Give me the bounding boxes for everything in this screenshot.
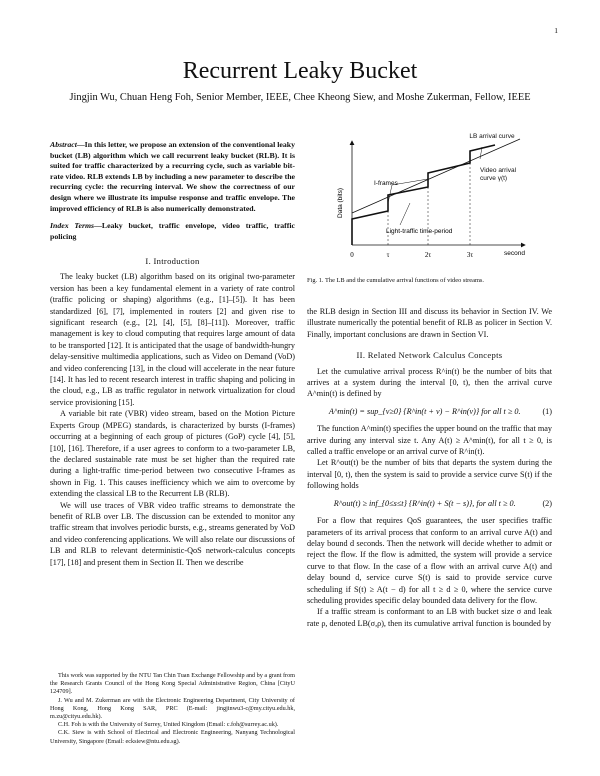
equation-1 bbox=[307, 406, 552, 417]
figure-xlabel: second bbox=[504, 250, 525, 257]
intro-paragraph-1: The leaky bucket (LB) algorithm based on its original two-parameter version has been a key fundamental element in a variety of rate control (traffic policing or shaping) algorithms (e.g., [1]–[5]). It has been standardized [6], [7], implemented in routers [2] and given rise to significant research (e.g., [2], [4], [5], [8]–[11]). Moreover, traffic management is key to cloud computing that requires large amount of data to be transported [12]. It is anticipated that the usage of bandwidth-hungry delay-sensitive multimedia applications, such as Video on Demand (VoD) and video conferencing [13], in the cloud will accelerate in the near future [14]. It has led to recent research interest in traffic shaping and policing in the cloud, e.g., LB as traffic regulator in network virtualization for cloud service provisioning [15]. bbox=[50, 272, 295, 407]
abstract-text: —In this letter, we propose an extension of the conventional leaky bucket (LB) algorithm which we call recurrent leaky bucket (RLB). It is suited for traffic characterized by a recurring cycle, such as variable bit-rate video. RLB extends LB by including a new parameter to describe the recurring cycle: the recurring interval. We show the correctness of our design where we illustrate its impulse response and traffic envelope. The improved efficiency of RLB is also numerically demonstrated. bbox=[50, 140, 295, 213]
equation-2-body: R^out(t) ≥ inf_{0≤s≤t} {R^in(t) + S(t − s)}, for all t ≥ 0. bbox=[333, 498, 516, 508]
equation-1-number: (1) bbox=[542, 406, 552, 416]
paper-title: Recurrent Leaky Bucket bbox=[182, 58, 418, 84]
abstract-label: Abstract bbox=[50, 140, 77, 149]
index-terms-label: Index Terms bbox=[50, 221, 95, 230]
footnote-funding: This work was supported by the NTU Tan Chin Tuan Exchange Fellowship and by a grant from the Research Grants Council of the Hong Kong Special Administrative Region, China [CityU 124709]. bbox=[50, 672, 295, 696]
tick-label: 3τ bbox=[466, 251, 474, 259]
label-iframes: I-frames bbox=[374, 180, 398, 187]
intro-continuation: the RLB design in Section III and discuss its behavior in Section IV. We illustrate numerically the potential benefit of RLB as policer in Section V. Finally, important conclusions are drawn in Section VI. bbox=[307, 307, 552, 339]
equation-2-number: (2) bbox=[542, 498, 552, 508]
tick-label: 2τ bbox=[424, 251, 432, 259]
footnotes bbox=[50, 672, 295, 746]
s2-paragraph-3: Let R^out(t) be the number of bits that departs the system during the interval [0, t), then the system is said to provide a service curve S(t) if the following holds bbox=[307, 458, 552, 491]
section-2-heading: II. Related Network Calculus Concepts bbox=[356, 350, 503, 361]
abstract bbox=[50, 140, 295, 214]
left-column-body bbox=[50, 256, 295, 568]
s2-paragraph-2: The function A^min(t) specifies the upper bound on the traffic that may arrive during any interval size t. Any A(t) ≥ A^min(t), for all t ≥ 0, is called a traffic envelope or an arrival curve of R^in(t). bbox=[307, 424, 552, 457]
s2-paragraph-1: Let the cumulative arrival process R^in(t) be the number of bits that arrives at a system during the interval [0, t), then the arrival curve A^min(t) is defined by bbox=[307, 366, 552, 399]
author-list: Jingjin Wu, Chuan Heng Foh, Senior Member, IEEE, Chee Kheong Siew, and Moshe Zukerman, Fellow, IEEE bbox=[69, 92, 531, 103]
label-lb-arrival: LB arrival curve bbox=[469, 133, 515, 140]
footnote-siew: C.K. Siew is with School of Electrical and Electronic Engineering, Nanyang Technological University, Singapore (Email: ecksiew@ntu.edu.sg). bbox=[50, 729, 295, 745]
equation-1-body: A^min(t) = sup_{v≥0} {R^in(t + v) − R^in(v)} for all t ≥ 0. bbox=[328, 406, 521, 416]
section-1-heading: I. Introduction bbox=[145, 256, 200, 266]
label-light-traffic: Light-traffic time-period bbox=[386, 228, 453, 235]
tick-label: τ bbox=[386, 251, 390, 259]
figure-ylabel: Data (bits) bbox=[337, 188, 344, 218]
footnote-wu-zukerman: J. Wu and M. Zukerman are with the Electronic Engineering Department, City University of Hong Kong, Hong Kong SAR, PRC (E-mail: jingjinwu3-c@my.cityu.edu.hk, m.zu@cityu.edu.hk). bbox=[50, 696, 295, 721]
tick-label: 0 bbox=[350, 251, 354, 259]
figure-1-diagram bbox=[330, 133, 530, 273]
s2-paragraph-4: For a flow that requires QoS guarantees, the user specifies traffic parameters of its arrival process that conform to an arrival curve A(t) and delay bound d seconds. Then the network will decide whether to admit or reject the flow. If the flow is admitted, the system will provide a service curve to that flow. In the case of a flow with an arrival curve A(t) and delay bound d, service curve S(t) is said to provide service curve scheduling if S(t) ≥ A(t − d) for all t ≥ d ≥ 0, where the service curve scheduling provides specific delay bounded data delivery for the flow. bbox=[307, 516, 552, 605]
index-terms bbox=[50, 221, 295, 242]
label-video-arrival: Video arrival curve γ(t) bbox=[480, 167, 517, 182]
index-terms-text: —Leaky bucket, traffic envelope, video traffic, traffic policing bbox=[50, 221, 295, 241]
page-number: 1 bbox=[554, 26, 558, 35]
light-traffic-pointer bbox=[400, 203, 410, 225]
equation-2 bbox=[307, 498, 552, 509]
intro-paragraph-3: We will use traces of VBR video traffic streams to demonstrate the benefit of RLB over LB. The discussion can be extended to monitor any traffic stream that involves periodic bursts, e.g., streams generated by VoD and video conferencing applications. We will also relate our discussions of LB and RLB to relevant deterministic-QoS network-calculus concepts [17], [18] and present them in Section II. Then we describe bbox=[50, 500, 295, 567]
figure-1-caption: Fig. 1. The LB and the cumulative arrival functions of video streams. bbox=[307, 277, 485, 284]
right-column-body bbox=[307, 306, 552, 629]
footnote-foh: C.H. Foh is with the University of Surrey, United Kingdom (Email: c.foh@surrey.ac.uk). bbox=[58, 721, 279, 729]
s2-paragraph-5: If a traffic stream is conformant to an LB with bucket size σ and leak rate ρ, denoted LB(σ,ρ), then its cumulative arrival function is bounded by bbox=[307, 607, 552, 628]
intro-paragraph-2: A variable bit rate (VBR) video stream, based on the Motion Picture Experts Group (MPEG) standards, is characterized by bursts (I-frames) occurring at a beginning of each group of pictures (GoP) cycle [4], [5], [10], [16]. Therefore, if a user agrees to conform to a two-parameter LB, the declared sustainable rate must be set higher than the required rate during a light-traffic time-period between two consecutive I-frames as shown in Fig. 1. This causes inefficiency which we aim to overcome by extending the classical LB to the Recurrent LB (RLB). bbox=[50, 409, 295, 499]
